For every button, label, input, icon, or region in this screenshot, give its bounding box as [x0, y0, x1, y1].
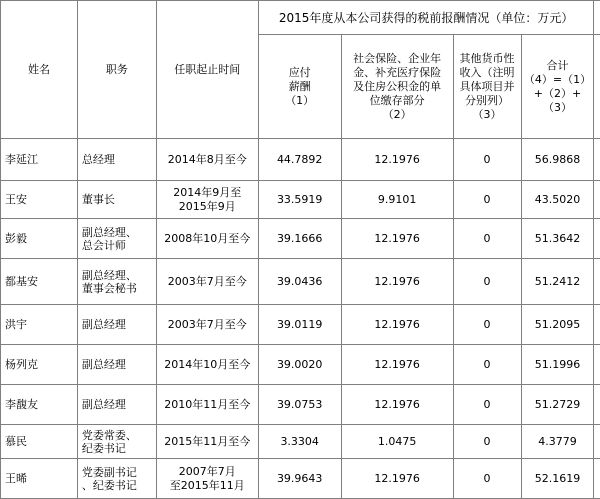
cell-name: 都基安 [1, 259, 78, 305]
cell-other-income: 0 [453, 459, 521, 499]
cell-payable-salary: 39.0119 [258, 305, 341, 345]
table-row [1, 139, 600, 181]
cell-total: 51.1996 [521, 345, 594, 385]
cell-social-insurance: 12.1976 [341, 219, 453, 259]
cell-position: 副总经理、 董事会秘书 [77, 259, 156, 305]
cell-total: 4.3779 [521, 425, 594, 459]
cell-other-income: 0 [453, 139, 521, 181]
cell-total: 51.2095 [521, 305, 594, 345]
table-row [1, 259, 600, 305]
cell-position: 副总经理 [77, 385, 156, 425]
cell-other-income: 0 [453, 425, 521, 459]
cell-name: 王安 [1, 181, 78, 219]
cell-tenure: 2003年7月至今 [156, 259, 258, 305]
cell-position: 党委常委、 纪委书记 [77, 425, 156, 459]
cell-name: 洪宇 [1, 305, 78, 345]
header-name: 姓名 [1, 1, 78, 139]
cell-tenure: 2003年7月至今 [156, 305, 258, 345]
header-social-insurance: 社会保险、企业年 金、补充医疗保险 及住房公积金的单 位缴存部分 （2） [341, 35, 453, 139]
cell-total: 51.2729 [521, 385, 594, 425]
table-row [1, 385, 600, 425]
cell-payable-salary: 3.3304 [258, 425, 341, 459]
cell-payable-salary: 33.5919 [258, 181, 341, 219]
cell-tenure: 2007年7月 至2015年11月 [156, 459, 258, 499]
cell-tenure: 2014年9月至 2015年9月 [156, 181, 258, 219]
cell-total: 52.1619 [521, 459, 594, 499]
cell-name: 杨列克 [1, 345, 78, 385]
cell-position: 副总经理 [77, 305, 156, 345]
table-row [1, 305, 600, 345]
cell-payable-salary: 39.0436 [258, 259, 341, 305]
cell-other-income: 0 [453, 345, 521, 385]
header-group-title: 2015年度从本公司获得的税前报酬情况（单位：万元） [258, 1, 594, 35]
table-row [1, 345, 600, 385]
cell-tenure: 2014年8月至今 [156, 139, 258, 181]
cell-position: 董事长 [77, 181, 156, 219]
cell-other-income: 0 [453, 219, 521, 259]
cell-payable-salary: 44.7892 [258, 139, 341, 181]
table-row [1, 459, 600, 499]
header-other-income: 其他货币性 收入（注明 具体项目并 分别列） （3） [453, 35, 521, 139]
cell-other-income: 0 [453, 385, 521, 425]
cell-tenure: 2010年11月至今 [156, 385, 258, 425]
cell-tenure: 2015年11月至今 [156, 425, 258, 459]
cell-tenure: 2014年10月至今 [156, 345, 258, 385]
table-row [1, 425, 600, 459]
cell-social-insurance: 1.0475 [341, 425, 453, 459]
cell-position: 副总经理、 总会计师 [77, 219, 156, 259]
header-payable-salary: 应付 薪酬 （1） [258, 35, 341, 139]
cell-position: 总经理 [77, 139, 156, 181]
cell-name: 李馥友 [1, 385, 78, 425]
cell-other-income: 0 [453, 259, 521, 305]
cell-total: 43.5020 [521, 181, 594, 219]
cell-social-insurance: 9.9101 [341, 181, 453, 219]
cell-total: 51.3642 [521, 219, 594, 259]
cell-social-insurance: 12.1976 [341, 345, 453, 385]
cell-payable-salary: 39.0020 [258, 345, 341, 385]
cell-social-insurance: 12.1976 [341, 139, 453, 181]
cell-other-income: 0 [453, 181, 521, 219]
header-tenure: 任职起止时间 [156, 1, 258, 139]
cell-total: 51.2412 [521, 259, 594, 305]
cell-other-income: 0 [453, 305, 521, 345]
cell-social-insurance: 12.1976 [341, 305, 453, 345]
cell-total: 56.9868 [521, 139, 594, 181]
cell-social-insurance: 12.1976 [341, 385, 453, 425]
cell-payable-salary: 39.9643 [258, 459, 341, 499]
cell-payable-salary: 39.1666 [258, 219, 341, 259]
cell-name: 王晞 [1, 459, 78, 499]
cell-position: 党委副书记 、纪委书记 [77, 459, 156, 499]
header-total: 合计 （4）=（1） +（2）+ （3） [521, 35, 594, 139]
cell-social-insurance: 12.1976 [341, 259, 453, 305]
cell-position: 副总经理 [77, 345, 156, 385]
cell-name: 彭毅 [1, 219, 78, 259]
table-row [1, 219, 600, 259]
header-position: 职务 [77, 1, 156, 139]
cell-name: 慕民 [1, 425, 78, 459]
cell-payable-salary: 39.0753 [258, 385, 341, 425]
cell-social-insurance: 12.1976 [341, 459, 453, 499]
cell-name: 李延江 [1, 139, 78, 181]
table-row [1, 181, 600, 219]
cell-tenure: 2008年10月至今 [156, 219, 258, 259]
header-row-top [1, 1, 600, 35]
